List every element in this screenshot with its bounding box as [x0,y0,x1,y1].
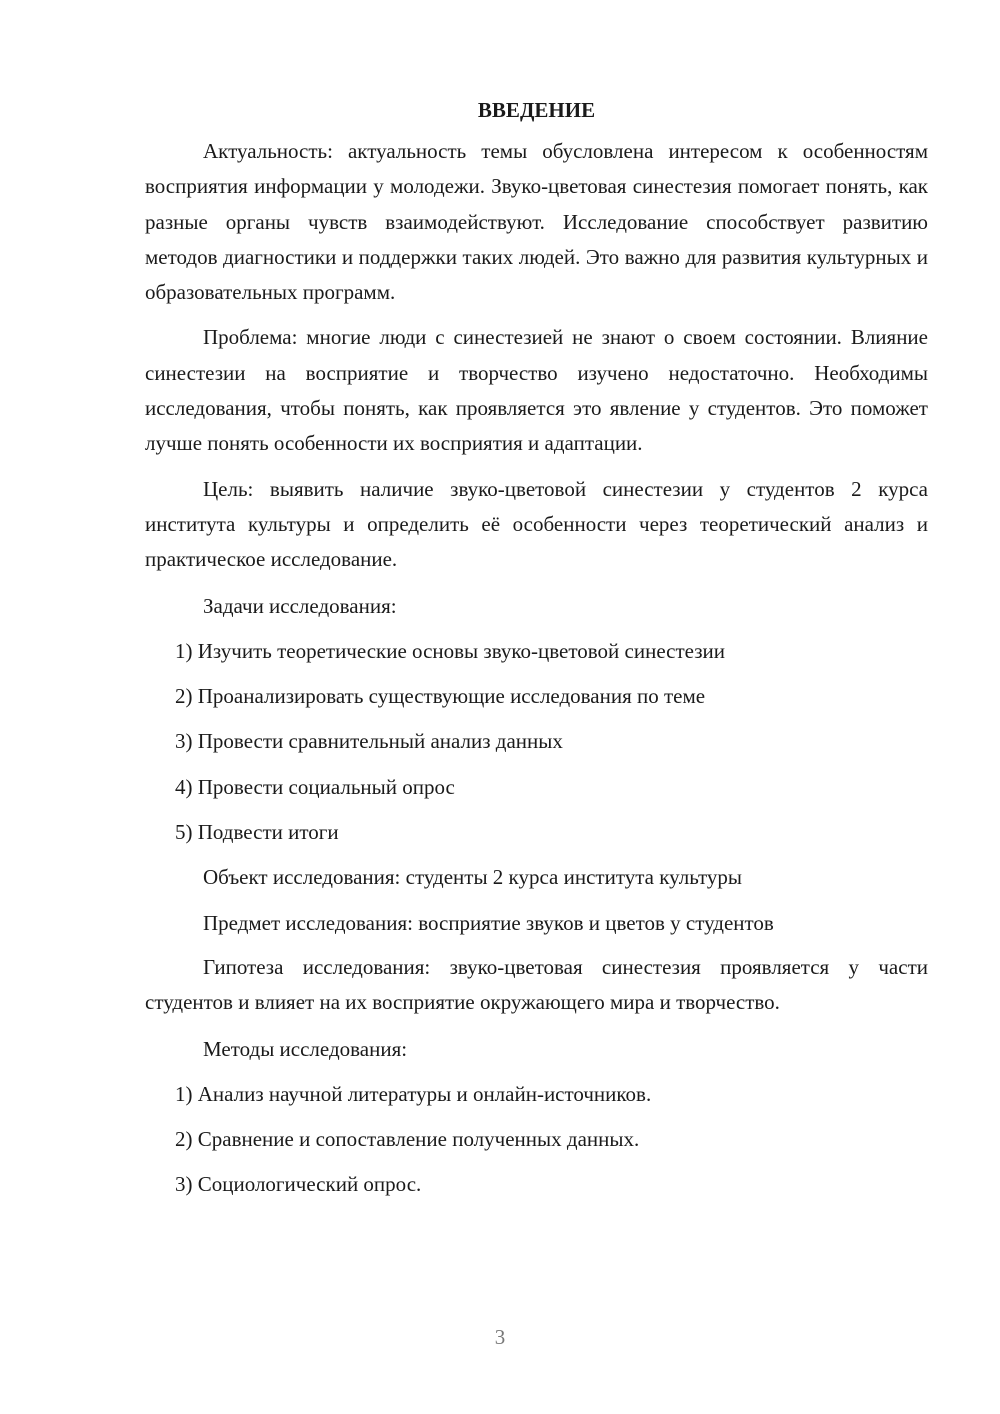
task-item: 4) Провести социальный опрос [175,774,455,799]
method-item: 3) Социологический опрос. [175,1172,422,1197]
hypothesis-paragraph: Гипотеза исследования: звуко-цветовая синестезия проявляется у части студентов и влияет на их восприятие окружающего мира и творчество. [145,954,928,1015]
section-title: ВВЕДЕНИЕ [477,98,596,122]
document-page [145,92,928,1212]
relevance-paragraph: Актуальность: актуальность темы обусловлена интересом к особенностям восприятия информации у молодежи. Звуко-цветовая синестезия помогает понять, как разные органы чувств взаимодействуют. Исследование способствует развитию методов диагностики и поддержки таких людей. Это важно для развития культурных и образовательных программ. [145,139,928,305]
subject-line: Предмет исследования: восприятие звуков и цветов у студентов [203,910,774,935]
method-item: 2) Сравнение и сопоставление полученных данных. [175,1127,640,1152]
task-item: 5) Подвести итоги [175,820,339,845]
object-line: Объект исследования: студенты 2 курса института культуры [203,865,742,890]
tasks-heading: Задачи исследования: [203,593,397,618]
task-item: 2) Проанализировать существующие исследования по теме [175,684,706,709]
task-item: 1) Изучить теоретические основы звуко-цветовой синестезии [175,638,726,663]
problem-paragraph: Проблема: многие люди с синестезией не знают о своем состоянии. Влияние синестезии на восприятие и творчество изучено недостаточно. Необходимы исследования, чтобы понять, как проявляется это явление у студентов. Это поможет лучше понять особенности их восприятия и адаптации. [145,325,928,456]
methods-heading: Методы исследования: [203,1036,408,1061]
goal-paragraph: Цель: выявить наличие звуко-цветовой синестезии у студентов 2 курса института культуры и определить её особенности через теоретический анализ и практическое исследование. [145,476,928,572]
task-item: 3) Провести сравнительный анализ данных [175,729,563,754]
method-item: 1) Анализ научной литературы и онлайн-источников. [175,1081,652,1106]
page-number: 3 [494,1325,506,1349]
